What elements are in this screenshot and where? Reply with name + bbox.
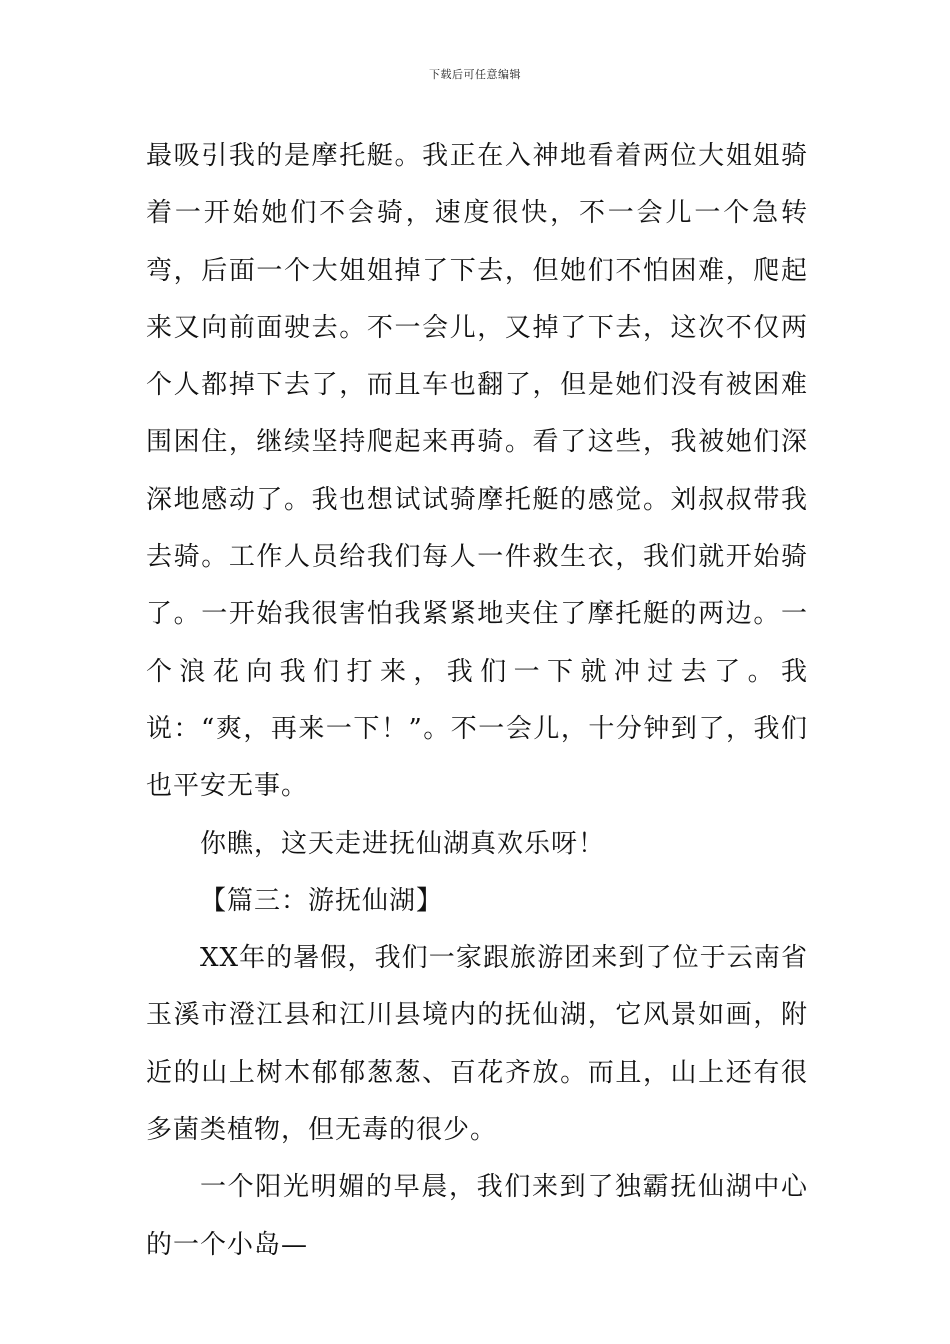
section-heading: 【篇三：游抚仙湖】 <box>200 885 444 916</box>
paragraph-summer-trip: XX年的暑假，我们一家跟旅游团来到了位于云南省玉溪市澄江县和江川县境内的抚仙湖，它风景如画，附近的山上树木郁郁葱葱、百花齐放。而且，山上还有很多菌类植物，但无毒的很少。 <box>146 943 808 1146</box>
paragraph-island: 一个阳光明媚的早晨，我们来到了独霸抚仙湖中心的一个小岛— <box>146 1172 808 1260</box>
page-header: 下载后可任意编辑 <box>429 68 521 81</box>
document-body <box>146 128 808 1274</box>
paragraph-joy: 你瞧，这天走进抚仙湖真欢乐呀！ <box>200 828 606 859</box>
paragraph-motorboat: 最吸引我的是摩托艇。我正在入神地看着两位大姐姐骑着一开始她们不会骑，速度很快，不一会儿一个急转弯，后面一个大姐姐掉了下去，但她们不怕困难，爬起来又向前面驶去。不一会儿，又掉了下去，这次不仅两个人都掉下去了，而且车也翻了，但是她们没有被困难围困住，继续坚持爬起来再骑。看了这些，我被她们深深地感动了。我也想试试骑摩托艇的感觉。刘叔叔带我去骑。工作人员给我们每人一件救生衣，我们就开始骑了。一开始我很害怕我紧紧地夹住了摩托艇的两边。一个浪花向我们打来，我们一下就冲过去了。我说：“爽，再来一下！”。不一会儿，十分钟到了，我们也平安无事。 <box>146 141 808 802</box>
